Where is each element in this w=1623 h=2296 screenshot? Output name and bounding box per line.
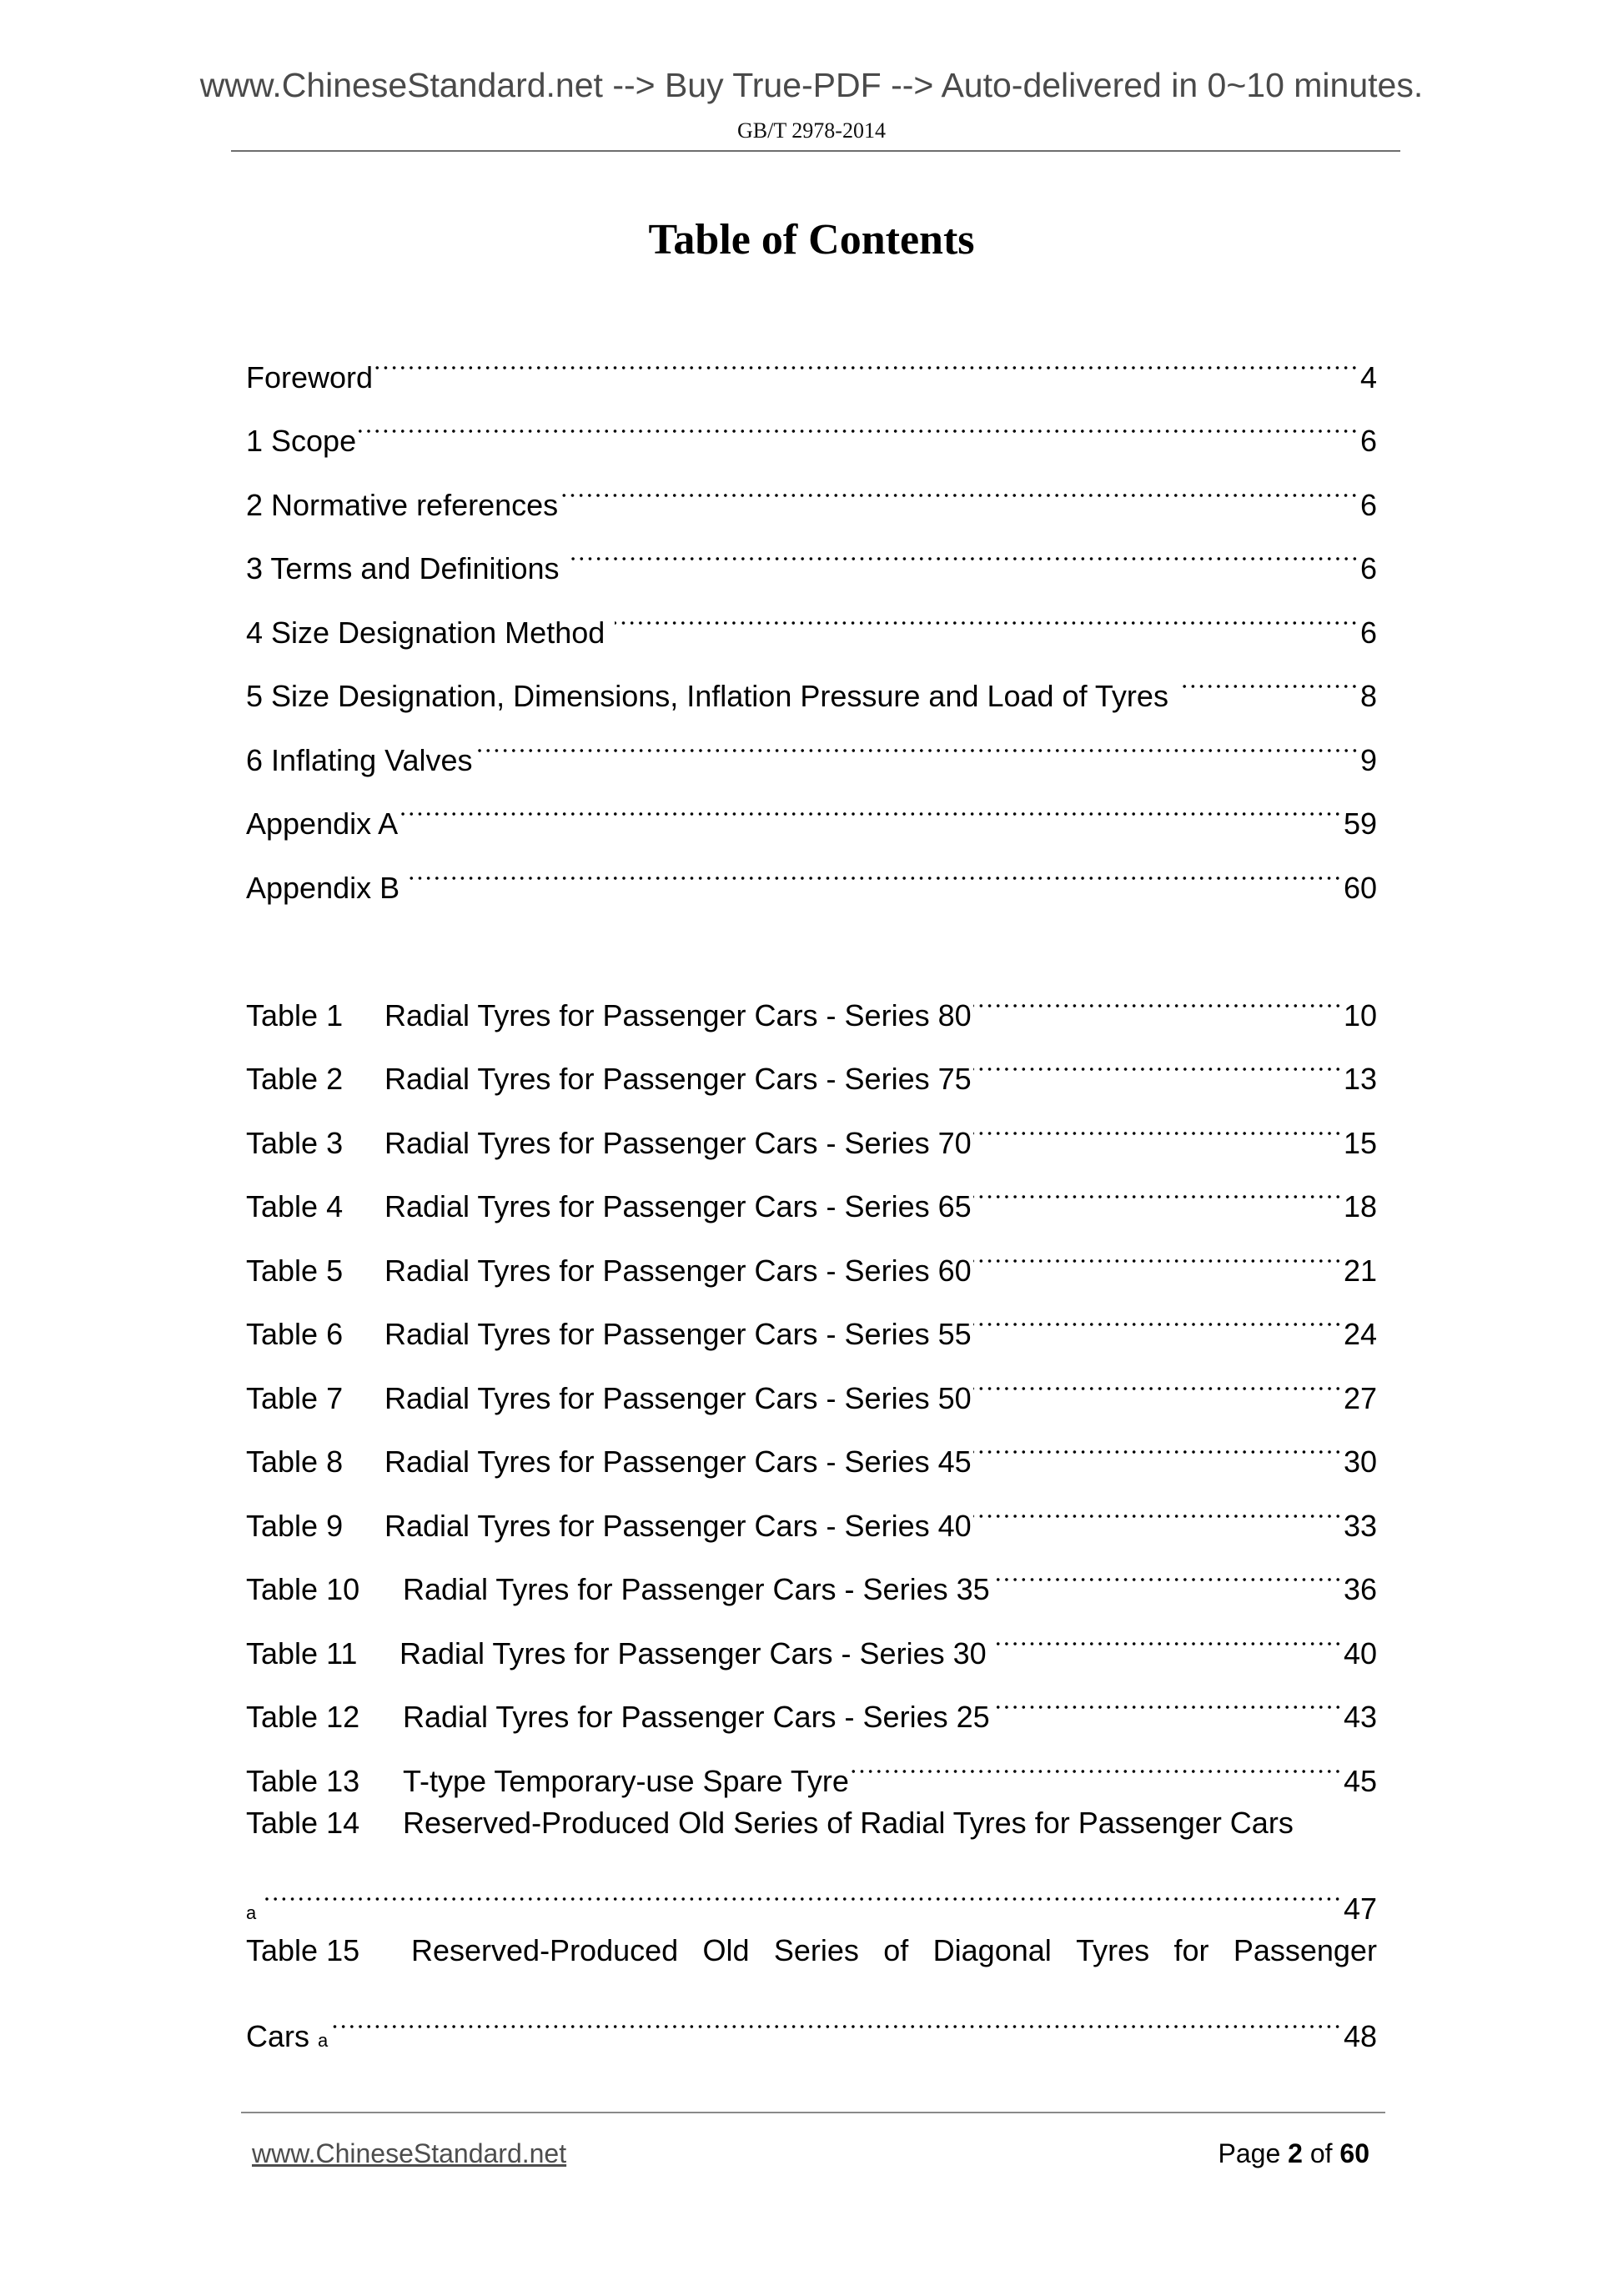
toc-entry-page: 4: [1359, 359, 1377, 394]
title-word: Passenger: [1233, 1932, 1377, 1967]
table-title: T-type Temporary-use Spare Tyre: [403, 1763, 849, 1798]
table-of-contents: [246, 324, 1377, 2053]
toc-entry-page: 15: [1343, 1125, 1377, 1160]
toc-entry-page: 6: [1359, 551, 1377, 585]
dot-leader: [1178, 643, 1359, 707]
dot-leader: [851, 1727, 1342, 1791]
footnote-marker: a: [318, 2029, 329, 2051]
document-code: GB/T 2978-2014: [737, 118, 886, 143]
table-number: Table 3: [246, 1125, 344, 1160]
table-title: Radial Tyres for Passenger Cars - Series 40: [384, 1508, 972, 1543]
total-pages: 60: [1339, 2138, 1369, 2168]
table-number: Table 15: [246, 1932, 360, 1967]
table-title: [411, 1919, 1377, 1983]
title-word: for: [1173, 1932, 1209, 1967]
table-title: Radial Tyres for Passenger Cars - Series 55: [384, 1317, 972, 1351]
table-number: Table 1: [246, 997, 344, 1032]
toc-entry-label: Appendix A: [246, 806, 399, 841]
dot-leader: [264, 1855, 1342, 1919]
toc-table-entry-1[interactable]: [246, 962, 1377, 1032]
dot-leader: [973, 1089, 1342, 1153]
toc-entry-page: 21: [1343, 1253, 1377, 1288]
toc-entry-appendix-b[interactable]: [246, 834, 1377, 905]
table-number: Table 5: [246, 1253, 344, 1288]
dot-leader: [973, 1153, 1342, 1218]
dot-leader: [560, 451, 1359, 515]
dot-leader: [997, 1600, 1342, 1664]
table-number: Table 13: [246, 1763, 360, 1798]
table-number: Table 7: [246, 1380, 344, 1415]
table-title: Radial Tyres for Passenger Cars - Series 45: [384, 1444, 972, 1479]
toc-entry-page: 36: [1343, 1572, 1377, 1606]
toc-entry-page: 8: [1359, 679, 1377, 713]
dot-leader: [410, 834, 1342, 898]
toc-entry-appendix-a[interactable]: [246, 771, 1377, 841]
table-number: Table 6: [246, 1317, 344, 1351]
toc-entry-page: 24: [1343, 1317, 1377, 1351]
title-word: Old: [702, 1932, 750, 1967]
toc-entry-page: 47: [1343, 1891, 1377, 1926]
table-title: Radial Tyres for Passenger Cars - Series 80: [384, 997, 972, 1032]
table-title: Radial Tyres for Passenger Cars - Series 70: [384, 1125, 972, 1160]
header-divider: [231, 150, 1400, 152]
dot-leader: [973, 1409, 1342, 1473]
dot-leader: [973, 1472, 1342, 1536]
dot-leader: [992, 1664, 1342, 1728]
table-title: Radial Tyres for Passenger Cars - Series 50: [384, 1380, 972, 1415]
dot-leader: [973, 1217, 1342, 1281]
table-title: Reserved-Produced Old Series of Radial Tyres for Passenger Cars: [403, 1805, 1294, 1840]
toc-entry-page: 48: [1343, 2018, 1377, 2053]
page-of: of: [1309, 2138, 1333, 2168]
dot-leader: [358, 388, 1359, 452]
toc-entry-page: 6: [1359, 615, 1377, 650]
footnote-marker: a: [246, 1902, 257, 1923]
title-word: Reserved-Produced: [411, 1932, 679, 1967]
dot-leader: [374, 324, 1359, 388]
table-number: Table 8: [246, 1444, 344, 1479]
table-title: Radial Tyres for Passenger Cars - Series 60: [384, 1253, 972, 1288]
dot-leader: [973, 1026, 1342, 1090]
toc-entry-page: 40: [1343, 1635, 1377, 1671]
toc-entry-label: Appendix B: [246, 870, 409, 905]
page-title: Table of Contents: [648, 216, 975, 264]
toc-entry-label: 3 Terms and Definitions: [246, 551, 568, 585]
toc-entry-page: 30: [1343, 1444, 1377, 1479]
toc-entry-page: 13: [1343, 1062, 1377, 1096]
toc-entry-page: 18: [1343, 1189, 1377, 1223]
table-title: Radial Tyres for Passenger Cars - Series 75: [384, 1062, 972, 1096]
toc-entry-page: 9: [1359, 742, 1377, 777]
dot-leader: [973, 1344, 1342, 1409]
table-number: Table 9: [246, 1508, 344, 1543]
dot-leader: [615, 579, 1359, 643]
toc-entry-page: 33: [1343, 1508, 1377, 1543]
table-title: Radial Tyres for Passenger Cars - Series 30: [399, 1635, 995, 1671]
toc-entry-page: 43: [1343, 1700, 1377, 1734]
page-prefix: Page: [1218, 2138, 1281, 2168]
title-word: Series: [773, 1932, 859, 1967]
toc-entry-label: 4 Size Designation Method: [246, 615, 614, 650]
toc-entry-page: 27: [1343, 1380, 1377, 1415]
toc-entry-normative-references[interactable]: [246, 451, 1377, 522]
toc-table-entry-15-continued[interactable]: [246, 1982, 1377, 2053]
toc-entry-label: 1 Scope: [246, 424, 357, 458]
toc-entry-foreword[interactable]: [246, 324, 1377, 394]
toc-entry-label: 5 Size Designation, Dimensions, Inflation Pressure and Load of Tyres: [246, 679, 1177, 713]
table-title: Radial Tyres for Passenger Cars - Series 35: [403, 1572, 990, 1606]
dot-leader: [570, 515, 1359, 580]
table-number: Table 14: [246, 1805, 360, 1840]
dot-leader: [329, 1982, 1342, 2047]
table-title-continued: Cars: [246, 2018, 310, 2053]
toc-table-entry-15[interactable]: [246, 1919, 1377, 1983]
table-title: Radial Tyres for Passenger Cars - Series 65: [384, 1189, 972, 1223]
toc-table-entry-14[interactable]: [246, 1791, 1377, 1856]
toc-entry-page: 6: [1359, 487, 1377, 522]
footer-website-link[interactable]: www.ChineseStandard.net: [252, 2138, 567, 2168]
section-spacer: [246, 898, 1377, 962]
toc-entry-page: 6: [1359, 424, 1377, 458]
table-number: Table 10: [246, 1572, 360, 1606]
page-indicator: [1219, 2137, 1369, 2170]
table-number: Table 4: [246, 1189, 344, 1223]
dot-leader: [475, 706, 1359, 771]
dot-leader: [973, 1281, 1342, 1345]
toc-entry-page: 10: [1343, 997, 1377, 1032]
title-word: Tyres: [1076, 1932, 1150, 1967]
toc-entry-label: 6 Inflating Valves: [246, 742, 473, 777]
toc-entry-scope[interactable]: [246, 388, 1377, 458]
toc-entry-page: 60: [1343, 870, 1377, 905]
toc-entry-label: Foreword: [246, 359, 374, 394]
dot-leader: [399, 771, 1342, 835]
promo-banner: www.ChineseStandard.net --> Buy True-PDF --> Auto-delivered in 0~10 minutes.: [199, 66, 1424, 104]
dot-leader: [973, 962, 1342, 1026]
footer-divider: [241, 2112, 1385, 2113]
title-word: of: [883, 1932, 909, 1967]
title-word: Diagonal: [932, 1932, 1052, 1967]
toc-entry-page: 45: [1343, 1763, 1377, 1798]
dot-leader: [992, 1536, 1342, 1600]
table-number: Table 12: [246, 1700, 360, 1734]
current-page: 2: [1288, 2138, 1303, 2168]
toc-entry-label: 2 Normative references: [246, 487, 559, 522]
table-number: Table 11: [246, 1635, 358, 1671]
toc-entry-page: 59: [1343, 806, 1377, 841]
table-title: Radial Tyres for Passenger Cars - Series 25: [403, 1700, 990, 1734]
toc-table-entry-14-continued[interactable]: [246, 1855, 1377, 1926]
table-number: Table 2: [246, 1062, 344, 1096]
